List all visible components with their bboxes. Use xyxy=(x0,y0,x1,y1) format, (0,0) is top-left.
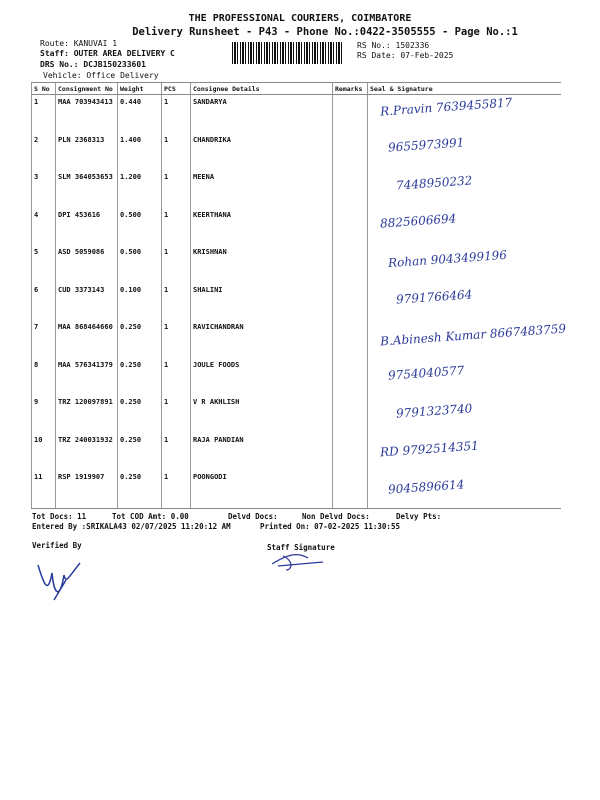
company-name: THE PROFESSIONAL COURIERS, COIMBATORE xyxy=(188,13,412,24)
cell-sno: 1 xyxy=(32,95,56,133)
cell-wt: 0.250 xyxy=(118,470,162,508)
printed-on: Printed On: 07-02-2025 11:30:55 xyxy=(260,522,400,531)
cell-pcs: 1 xyxy=(162,470,191,508)
cell-wt: 0.440 xyxy=(118,95,162,133)
cell-name: SANDARYA xyxy=(191,95,333,133)
cell-cons: RSP 1919907 xyxy=(56,470,118,508)
table-row xyxy=(32,170,562,208)
cell-sno: 10 xyxy=(32,433,56,471)
cell-pcs: 1 xyxy=(162,170,191,208)
handwritten-signature: 8825606694 xyxy=(379,211,457,231)
cell-wt: 0.250 xyxy=(118,320,162,358)
cell-pcs: 1 xyxy=(162,133,191,171)
cell-sno: 6 xyxy=(32,283,56,321)
column-header: Remarks xyxy=(333,83,368,95)
cell-sno: 7 xyxy=(32,320,56,358)
cell-pcs: 1 xyxy=(162,208,191,246)
column-header: Consignee Details xyxy=(191,83,333,95)
vehicle: Vehicle: Office Delivery xyxy=(43,71,159,80)
runsheet-table xyxy=(31,82,561,509)
handwritten-signature: 9791766464 xyxy=(395,287,473,307)
route: Route: KANUVAI 1 xyxy=(40,39,118,48)
table-row xyxy=(32,133,562,171)
delvd-docs: Delvd Docs: xyxy=(228,512,278,521)
handwritten-signature: 9754040577 xyxy=(387,363,465,383)
handwritten-signature: 9655973991 xyxy=(387,135,465,155)
rs-date: RS Date: 07-Feb-2025 xyxy=(357,51,454,60)
cell-name: KRISHNAN xyxy=(191,245,333,283)
handwritten-signature: RD 9792514351 xyxy=(379,438,480,460)
cell-empty xyxy=(333,283,368,321)
cell-name: SHALINI xyxy=(191,283,333,321)
table-row xyxy=(32,470,562,508)
cell-cons: MAA 576341379 xyxy=(56,358,118,396)
cell-name: RAJA PANDIAN xyxy=(191,433,333,471)
cell-empty xyxy=(333,470,368,508)
cell-empty xyxy=(333,170,368,208)
tot-cod: Tot COD Amt: 0.00 xyxy=(112,512,189,521)
cell-pcs: 1 xyxy=(162,358,191,396)
staff: Staff: OUTER AREA DELIVERY C xyxy=(40,49,175,58)
handwritten-signature: B.Abinesh Kumar 8667483759 xyxy=(379,321,567,349)
cell-name: JOULE FOODS xyxy=(191,358,333,396)
cell-wt: 1.400 xyxy=(118,133,162,171)
cell-cons: SLM 364053653 xyxy=(56,170,118,208)
table-row xyxy=(32,395,562,433)
cell-empty xyxy=(333,245,368,283)
handwritten-signature: 9045896614 xyxy=(387,477,465,497)
entered-by: Entered By :SRIKALA43 02/07/2025 11:20:12 AM xyxy=(32,522,231,531)
cell-sno: 3 xyxy=(32,170,56,208)
handwritten-signature: Rohan 9043499196 xyxy=(387,247,508,271)
cell-sno: 5 xyxy=(32,245,56,283)
delvy-pts: Delvy Pts: xyxy=(396,512,442,521)
cell-wt: 0.100 xyxy=(118,283,162,321)
tot-docs: Tot Docs: 11 xyxy=(32,512,87,521)
verifier-signature xyxy=(30,555,90,605)
verified-by: Verified By xyxy=(32,541,82,550)
cell-sno: 2 xyxy=(32,133,56,171)
cell-cons: TRZ 120097891 xyxy=(56,395,118,433)
column-header: Weight xyxy=(118,83,162,95)
cell-pcs: 1 xyxy=(162,95,191,133)
cell-name: MEENA xyxy=(191,170,333,208)
rs-no: RS No.: 1502336 xyxy=(357,41,430,50)
cell-name: CHANDRIKA xyxy=(191,133,333,171)
cell-empty xyxy=(333,433,368,471)
table-row xyxy=(32,433,562,471)
non-delvd-docs: Non Delvd Docs: xyxy=(302,512,370,521)
cell-sno: 11 xyxy=(32,470,56,508)
cell-sno: 8 xyxy=(32,358,56,396)
column-header: S No xyxy=(32,83,56,95)
cell-cons: PLN 2368313 xyxy=(56,133,118,171)
cell-wt: 0.250 xyxy=(118,358,162,396)
cell-wt: 1.200 xyxy=(118,170,162,208)
cell-empty xyxy=(333,133,368,171)
cell-wt: 0.250 xyxy=(118,395,162,433)
cell-name: V R AKHLISH xyxy=(191,395,333,433)
staff-signature xyxy=(268,550,328,575)
cell-sno: 9 xyxy=(32,395,56,433)
cell-pcs: 1 xyxy=(162,283,191,321)
cell-cons: MAA 868464660 xyxy=(56,320,118,358)
column-header: Seal & Signature xyxy=(368,83,562,95)
cell-pcs: 1 xyxy=(162,320,191,358)
column-header: PCS xyxy=(162,83,191,95)
cell-name: RAVICHANDRAN xyxy=(191,320,333,358)
staff-signature-label: Staff Signature xyxy=(267,543,335,552)
cell-pcs: 1 xyxy=(162,245,191,283)
table-row xyxy=(32,208,562,246)
cell-cons: DPI 453616 xyxy=(56,208,118,246)
cell-pcs: 1 xyxy=(162,433,191,471)
cell-pcs: 1 xyxy=(162,395,191,433)
cell-empty xyxy=(333,208,368,246)
table-row xyxy=(32,283,562,321)
cell-cons: MAA 703943413 xyxy=(56,95,118,133)
cell-cons: CUD 3373143 xyxy=(56,283,118,321)
cell-name: POONGODI xyxy=(191,470,333,508)
cell-empty xyxy=(333,320,368,358)
handwritten-signature: R.Pravin 7639455817 xyxy=(379,95,513,119)
cell-wt: 0.250 xyxy=(118,433,162,471)
cell-wt: 0.500 xyxy=(118,208,162,246)
cell-cons: ASD 5059086 xyxy=(56,245,118,283)
handwritten-signature: 9791323740 xyxy=(395,401,473,421)
cell-empty xyxy=(333,395,368,433)
cell-wt: 0.500 xyxy=(118,245,162,283)
barcode xyxy=(232,42,342,64)
handwritten-signature: 7448950232 xyxy=(395,173,473,193)
cell-cons: TRZ 240031932 xyxy=(56,433,118,471)
runsheet-title: Delivery Runsheet - P43 - Phone No.:0422-3505555 - Page No.:1 xyxy=(132,26,518,38)
column-header: Consignment No xyxy=(56,83,118,95)
cell-sno: 4 xyxy=(32,208,56,246)
table-row xyxy=(32,358,562,396)
cell-name: KEERTHANA xyxy=(191,208,333,246)
drs-no: DRS No.: DCJB150233601 xyxy=(40,60,146,69)
cell-empty xyxy=(333,95,368,133)
cell-empty xyxy=(333,358,368,396)
